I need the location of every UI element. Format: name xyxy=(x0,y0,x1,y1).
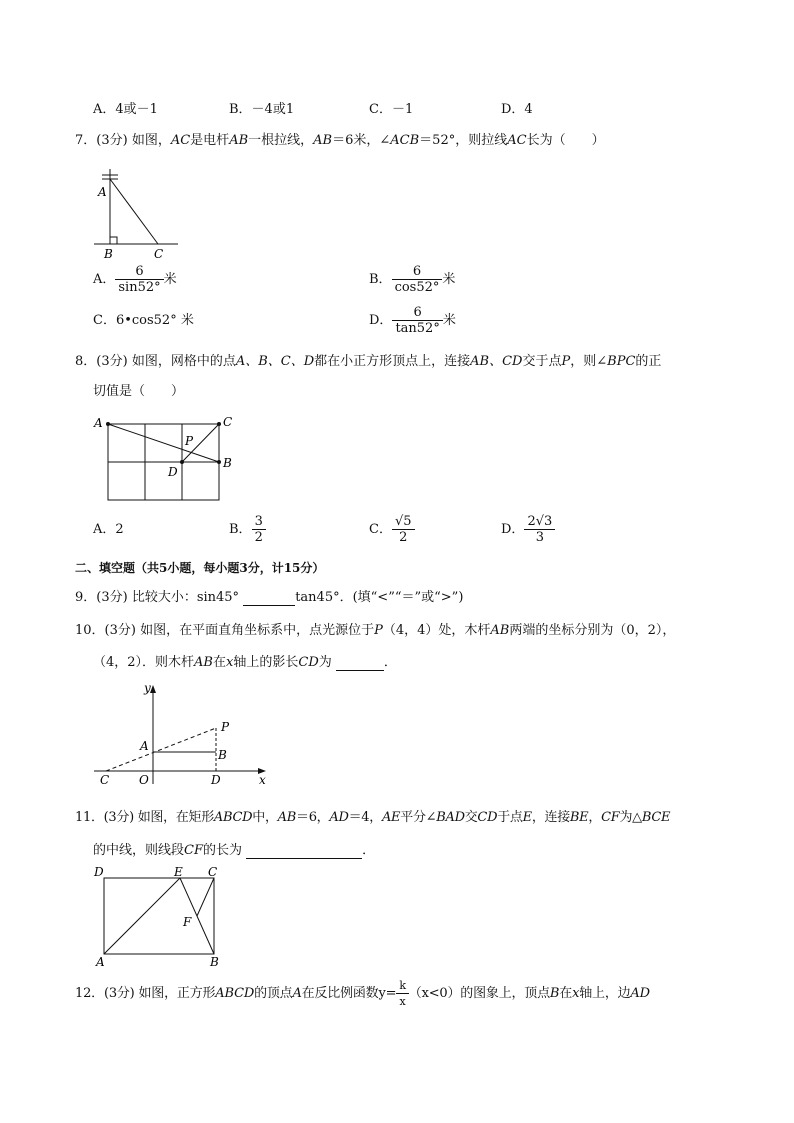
q10-label-y: y xyxy=(144,681,151,695)
q10-label-o: O xyxy=(139,773,149,787)
q7-option-b: B． $\frac{6}{\cos 52^\circ}$ 米 xyxy=(369,264,456,295)
q7-option-a: A． $\frac{6}{\sin 52^\circ}$ 米 xyxy=(93,264,177,295)
q6-option-c: C．－1 xyxy=(369,102,414,117)
q11-figure xyxy=(90,862,230,970)
q8-label-a: A xyxy=(94,416,103,430)
q6-option-a: A．4或－1 xyxy=(93,102,158,117)
q7-option-d: D． $\frac{6}{\tan 52^\circ}$ 米 xyxy=(369,305,456,336)
q11-answer-blank[interactable] xyxy=(246,846,362,859)
q11-label-b: B xyxy=(210,955,219,969)
q8-label-d: D xyxy=(168,465,178,479)
q8-stem-line2: 切值是（ ） xyxy=(93,384,185,399)
q10-answer-blank[interactable] xyxy=(336,658,384,671)
q10-label-a: A xyxy=(140,739,149,753)
q7-stem: 7．(3分) 如图，AC是电杆AB一根拉线，AB＝6米，∠ACB＝52°，则拉线AC长为（ ） xyxy=(75,133,605,148)
q9-answer-blank[interactable] xyxy=(243,593,295,606)
q11-label-f: F xyxy=(183,915,192,929)
q10-label-b: B xyxy=(218,748,227,762)
q7-option-c: C．6•cos52° 米 xyxy=(93,313,194,328)
q8-label-b: B xyxy=(223,456,232,470)
q11-stem-line1: 11．(3分) 如图，在矩形ABCD中，AB＝6，AD＝4，AE平分∠BAD交CD于点E，连接BE，CF为△BCE xyxy=(75,810,671,825)
q7-label-b: B xyxy=(104,247,113,261)
q7-figure xyxy=(90,165,190,265)
q8-label-c: C xyxy=(223,415,233,429)
q7-label-c: C xyxy=(154,247,164,261)
q10-stem-line1: 10．(3分) 如图，在平面直角坐标系中，点光源位于P（4，4）处，木杆AB两端的坐标分别为（0，2）， xyxy=(75,623,676,638)
q8-option-b: B． $\frac{3}{2}$ xyxy=(229,514,266,545)
q6-option-d: D．4 xyxy=(501,102,533,117)
q7-label-a: A xyxy=(98,185,107,199)
q8-option-a: A．2 xyxy=(93,522,124,537)
q8-figure xyxy=(90,410,240,505)
q8-option-d: D． $\frac{2√3}{3}$ xyxy=(501,514,555,545)
q8-label-p: P xyxy=(185,434,194,448)
q8-option-c: C． $\frac{√5}{2}$ xyxy=(369,514,415,545)
q11-label-e: E xyxy=(174,865,183,879)
q11-stem-line2: 的中线，则线段CF的长为 ． xyxy=(93,843,376,858)
q10-label-c: C xyxy=(100,773,110,787)
q10-label-p: P xyxy=(221,720,230,734)
q10-stem-line2: （4，2）．则木杆AB在x轴上的影长CD为 ． xyxy=(93,655,397,670)
q11-label-d: D xyxy=(94,865,104,879)
q11-label-c: C xyxy=(208,865,218,879)
q10-label-x: x xyxy=(259,773,266,787)
q10-label-d: D xyxy=(211,773,221,787)
q11-label-a: A xyxy=(96,955,105,969)
q12-stem: 12．(3分) 如图，正方形ABCD的顶点A在反比例函数y= $\frac{k}{x}$ （x<0）的图象上，顶点B在x轴上，边AD xyxy=(75,979,650,1008)
section-heading-fill-in: 二、填空题（共5小题，每小题3分，计15分） xyxy=(75,561,325,575)
q6-option-b: B．－4或1 xyxy=(229,102,295,117)
q9-stem: 9．(3分) 比较大小：sin45° tan45°．(填“<”“＝”或“>”) xyxy=(75,590,464,605)
q8-stem-line1: 8．(3分) 如图，网格中的点A、B、C、D都在小正方形顶点上，连接AB、CD交于点P，则∠BPC的正 xyxy=(75,354,662,369)
q10-figure xyxy=(90,680,280,790)
